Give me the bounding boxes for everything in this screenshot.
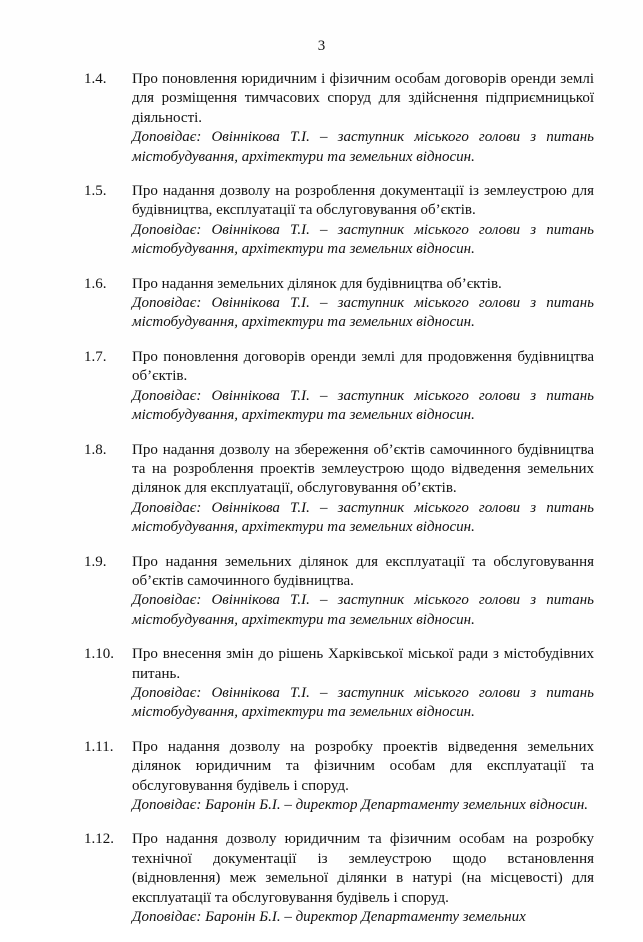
item-title: Про надання дозволу юридичним та фізичним особам на розробку технічної документації із землеустрою щодо встановлення (відновлення) меж земельної ділянки в натурі (на місцевості) для експлуатації та обслуговування будівель і споруд. bbox=[132, 831, 594, 906]
item-content bbox=[132, 275, 594, 333]
item-number: 1.10. bbox=[84, 646, 114, 663]
item-reporter: Доповідає: Овіннікова Т.І. – заступник міського голови з питань містобудування, архітектури та земельних відносин. bbox=[132, 221, 594, 258]
item-number: 1.9. bbox=[84, 553, 107, 570]
item-number: 1.8. bbox=[84, 441, 107, 458]
item-title: Про поновлення юридичним і фізичним особам договорів оренди землі для розміщення тимчасових споруд для здійснення підприємницької діяльності. bbox=[132, 71, 594, 126]
item-reporter: Доповідає: Овіннікова Т.І. – заступник міського голови з питань містобудування, архітектури та земельних відносин. bbox=[132, 129, 594, 165]
item-content bbox=[132, 70, 594, 167]
agenda-item bbox=[84, 182, 594, 260]
agenda-item bbox=[84, 275, 594, 333]
item-number: 1.5. bbox=[84, 183, 107, 200]
item-number: 1.6. bbox=[84, 275, 107, 292]
agenda-item bbox=[84, 645, 594, 723]
agenda-item bbox=[84, 70, 594, 167]
item-content bbox=[132, 182, 594, 260]
item-content bbox=[132, 738, 594, 816]
item-number: 1.4. bbox=[84, 71, 107, 87]
item-title: Про надання дозволу на розроблення документації із землеустрою для будівництва, експлуатації та обслуговування об’єктів. bbox=[132, 183, 594, 219]
item-content bbox=[132, 553, 594, 631]
item-reporter: Доповідає: Овіннікова Т.І. – заступник міського голови з питань містобудування, архітектури та земельних відносин. bbox=[132, 499, 594, 536]
agenda-item bbox=[84, 738, 594, 816]
item-title: Про надання земельних ділянок для будівництва об’єктів. bbox=[132, 275, 502, 292]
item-number: 1.12. bbox=[84, 831, 114, 848]
item-reporter: Доповідає: Овіннікова Т.І. – заступник міського голови з питань містобудування, архітектури та земельних відносин. bbox=[132, 295, 594, 331]
item-title: Про поновлення договорів оренди землі для продовження будівництва об’єктів. bbox=[132, 348, 594, 385]
agenda-item bbox=[84, 830, 594, 927]
item-content bbox=[132, 645, 594, 723]
agenda-item bbox=[84, 348, 594, 426]
agenda-list bbox=[84, 70, 594, 942]
agenda-item bbox=[84, 441, 594, 538]
item-number: 1.11. bbox=[84, 738, 114, 755]
item-title: Про надання земельних ділянок для експлуатації та обслуговування об’єктів самочинного будівництва. bbox=[132, 553, 594, 589]
item-reporter: Доповідає: Баронін Б.І. – директор Департаменту земельних bbox=[132, 909, 526, 926]
item-number: 1.7. bbox=[84, 348, 107, 365]
item-reporter: Доповідає: Баронін Б.І. – директор Департаменту земельних відносин. bbox=[132, 797, 589, 813]
item-reporter: Доповідає: Овіннікова Т.І. – заступник міського голови з питань містобудування, архітектури та земельних відносин. bbox=[132, 684, 594, 721]
item-content bbox=[132, 348, 594, 426]
page-number: 3 bbox=[317, 38, 326, 54]
item-content bbox=[132, 830, 594, 927]
agenda-item bbox=[84, 553, 594, 631]
item-reporter: Доповідає: Овіннікова Т.І. – заступник міського голови з питань містобудування, архітектури та земельних відносин. bbox=[132, 387, 594, 424]
item-content bbox=[132, 441, 594, 538]
item-title: Про внесення змін до рішень Харківської міської ради з містобудівних питань. bbox=[132, 646, 594, 682]
item-title: Про надання дозволу на збереження об’єктів самочинного будівництва та на розроблення проектів землеустрою щодо відведення земельних ділянок для експлуатації, обслуговування об’єктів. bbox=[132, 441, 594, 497]
item-title: Про надання дозволу на розробку проектів відведення земельних ділянок юридичним та фізичним особам для експлуатації та обслуговування будівель і споруд. bbox=[132, 738, 594, 794]
item-reporter: Доповідає: Овіннікова Т.І. – заступник міського голови з питань містобудування, архітектури та земельних відносин. bbox=[132, 592, 594, 628]
